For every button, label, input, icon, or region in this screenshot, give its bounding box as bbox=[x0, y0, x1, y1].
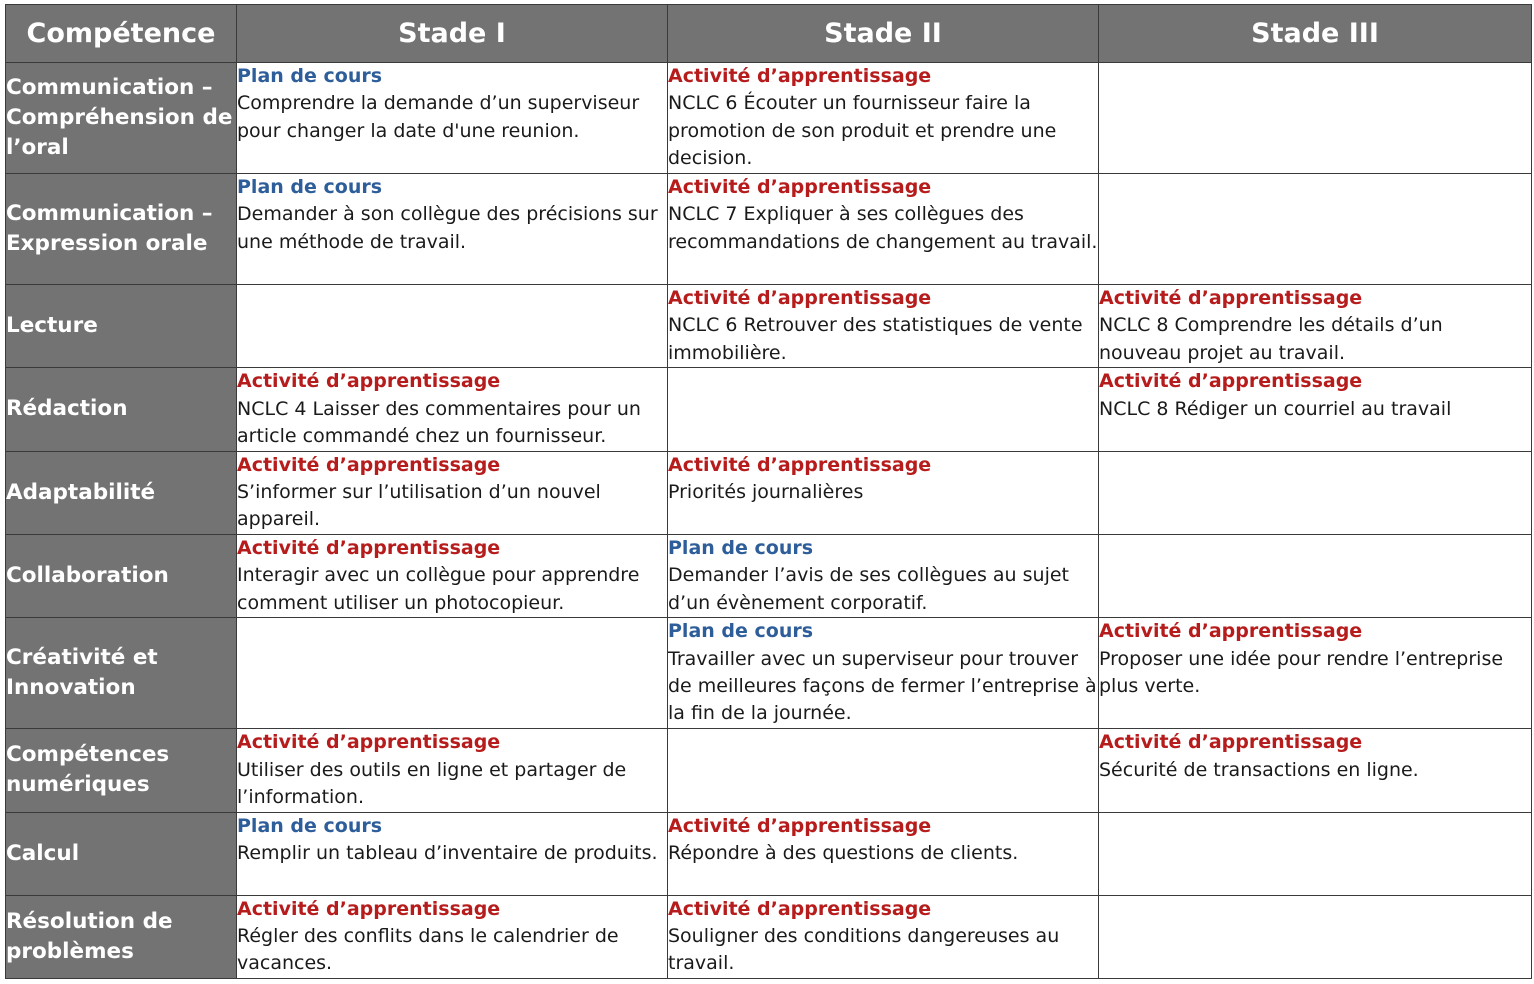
table-row bbox=[6, 534, 1532, 617]
row-label: Communication – Expression orale bbox=[6, 173, 237, 284]
stage-cell bbox=[668, 173, 1099, 284]
cell-description: Proposer une idée pour rendre l’entreprise plus verte. bbox=[1099, 647, 1504, 697]
cell-description: NCLC 8 Rédiger un courriel au travail bbox=[1099, 397, 1452, 420]
row-label: Collaboration bbox=[6, 534, 237, 617]
row-label: Compétences numériques bbox=[6, 729, 237, 812]
table-row bbox=[6, 173, 1532, 284]
activite-label: Activité d’apprentissage bbox=[1099, 370, 1363, 393]
activite-label: Activité d’apprentissage bbox=[668, 814, 932, 837]
activite-label: Activité d’apprentissage bbox=[237, 370, 501, 393]
stage-cell bbox=[237, 534, 668, 617]
activite-label: Activité d’apprentissage bbox=[237, 731, 501, 754]
activite-label: Activité d’apprentissage bbox=[1099, 620, 1363, 643]
stage-cell bbox=[1099, 812, 1532, 895]
cell-description: NCLC 6 Retrouver des statistiques de vente immobilière. bbox=[668, 314, 1083, 364]
stage-cell bbox=[668, 284, 1099, 367]
stage-cell bbox=[668, 534, 1099, 617]
table-row bbox=[6, 63, 1532, 174]
stage-cell bbox=[668, 729, 1099, 812]
stage-cell bbox=[237, 451, 668, 534]
plan-de-cours-label: Plan de cours bbox=[668, 620, 814, 643]
cell-description: Répondre à des questions de clients. bbox=[668, 841, 1019, 864]
activite-label: Activité d’apprentissage bbox=[237, 453, 501, 476]
plan-de-cours-label: Plan de cours bbox=[237, 814, 383, 837]
activite-label: Activité d’apprentissage bbox=[1099, 286, 1363, 309]
plan-de-cours-label: Plan de cours bbox=[237, 175, 383, 198]
row-label: Calcul bbox=[6, 812, 237, 895]
row-label: Lecture bbox=[6, 284, 237, 367]
header-stade-1: Stade I bbox=[237, 5, 668, 63]
row-label: Adaptabilité bbox=[6, 451, 237, 534]
stage-cell bbox=[1099, 63, 1532, 174]
activite-label: Activité d’apprentissage bbox=[668, 453, 932, 476]
table-body bbox=[6, 63, 1532, 979]
cell-description: Priorités journalières bbox=[668, 480, 864, 503]
cell-description: Utiliser des outils en ligne et partager de l’information. bbox=[237, 758, 627, 809]
stage-cell bbox=[1099, 368, 1532, 451]
row-label: Résolution de problèmes bbox=[6, 895, 237, 978]
table-row bbox=[6, 895, 1532, 978]
row-label: Rédaction bbox=[6, 368, 237, 451]
activite-label: Activité d’apprentissage bbox=[237, 536, 501, 559]
activite-label: Activité d’apprentissage bbox=[668, 175, 932, 198]
stage-cell bbox=[1099, 618, 1532, 729]
stage-cell bbox=[668, 812, 1099, 895]
stage-cell bbox=[668, 451, 1099, 534]
activite-label: Activité d’apprentissage bbox=[668, 65, 932, 87]
table-row bbox=[6, 451, 1532, 534]
header-stade-2: Stade II bbox=[668, 5, 1099, 63]
cell-description: Comprendre la demande d’un superviseur pour changer la date d'une reunion. bbox=[237, 92, 640, 142]
row-label: Créativité et Innovation bbox=[6, 618, 237, 729]
stage-cell bbox=[668, 618, 1099, 729]
stage-cell bbox=[237, 895, 668, 978]
cell-description: Régler des conflits dans le calendrier de vacances. bbox=[237, 925, 619, 975]
stage-cell bbox=[237, 284, 668, 367]
table-row bbox=[6, 284, 1532, 367]
activite-label: Activité d’apprentissage bbox=[668, 286, 932, 309]
table-row bbox=[6, 729, 1532, 812]
stage-cell bbox=[668, 63, 1099, 174]
cell-description: NCLC 6 Écouter un fournisseur faire la promotion de son produit et prendre une decision. bbox=[668, 92, 1057, 170]
cell-description: Demander l’avis de ses collègues au sujet d’un évènement corporatif. bbox=[668, 564, 1069, 614]
header-row bbox=[6, 5, 1532, 63]
cell-description: Interagir avec un collègue pour apprendre comment utiliser un photocopieur. bbox=[237, 564, 640, 614]
stage-cell bbox=[1099, 451, 1532, 534]
cell-description: S’informer sur l’utilisation d’un nouvel appareil. bbox=[237, 480, 601, 531]
stage-cell bbox=[237, 63, 668, 174]
cell-description: NCLC 4 Laisser des commentaires pour un article commandé chez un fournisseur. bbox=[237, 397, 641, 447]
cell-description: Travailler avec un superviseur pour trouver de meilleures façons de fermer l’entreprise à la fin de la journée. bbox=[668, 647, 1097, 725]
stage-cell bbox=[1099, 173, 1532, 284]
stage-cell bbox=[237, 729, 668, 812]
activite-label: Activité d’apprentissage bbox=[1099, 731, 1363, 754]
stage-cell bbox=[237, 812, 668, 895]
activite-label: Activité d’apprentissage bbox=[237, 897, 501, 920]
header-competence: Compétence bbox=[6, 5, 237, 63]
stage-cell bbox=[1099, 729, 1532, 812]
stage-cell bbox=[1099, 534, 1532, 617]
stage-cell bbox=[668, 368, 1099, 451]
table-row bbox=[6, 812, 1532, 895]
table-row bbox=[6, 618, 1532, 729]
activite-label: Activité d’apprentissage bbox=[668, 897, 932, 920]
header-stade-3: Stade III bbox=[1099, 5, 1532, 63]
stage-cell bbox=[1099, 284, 1532, 367]
stage-cell bbox=[1099, 895, 1532, 978]
plan-de-cours-label: Plan de cours bbox=[237, 65, 383, 87]
stage-cell bbox=[237, 368, 668, 451]
cell-description: Sécurité de transactions en ligne. bbox=[1099, 758, 1419, 781]
cell-description: Remplir un tableau d’inventaire de produits. bbox=[237, 841, 658, 864]
stage-cell bbox=[237, 173, 668, 284]
stage-cell bbox=[237, 618, 668, 729]
cell-description: NCLC 7 Expliquer à ses collègues des recommandations de changement au travail. bbox=[668, 203, 1098, 253]
plan-de-cours-label: Plan de cours bbox=[668, 536, 814, 559]
competency-table bbox=[5, 4, 1532, 979]
cell-description: Demander à son collègue des précisions sur une méthode de travail. bbox=[237, 203, 658, 253]
table-row bbox=[6, 368, 1532, 451]
stage-cell bbox=[668, 895, 1099, 978]
cell-description: NCLC 8 Comprendre les détails d’un nouveau projet au travail. bbox=[1099, 314, 1443, 364]
cell-description: Souligner des conditions dangereuses au travail. bbox=[668, 925, 1060, 975]
row-label: Communication – Compréhension de l’oral bbox=[6, 63, 237, 174]
